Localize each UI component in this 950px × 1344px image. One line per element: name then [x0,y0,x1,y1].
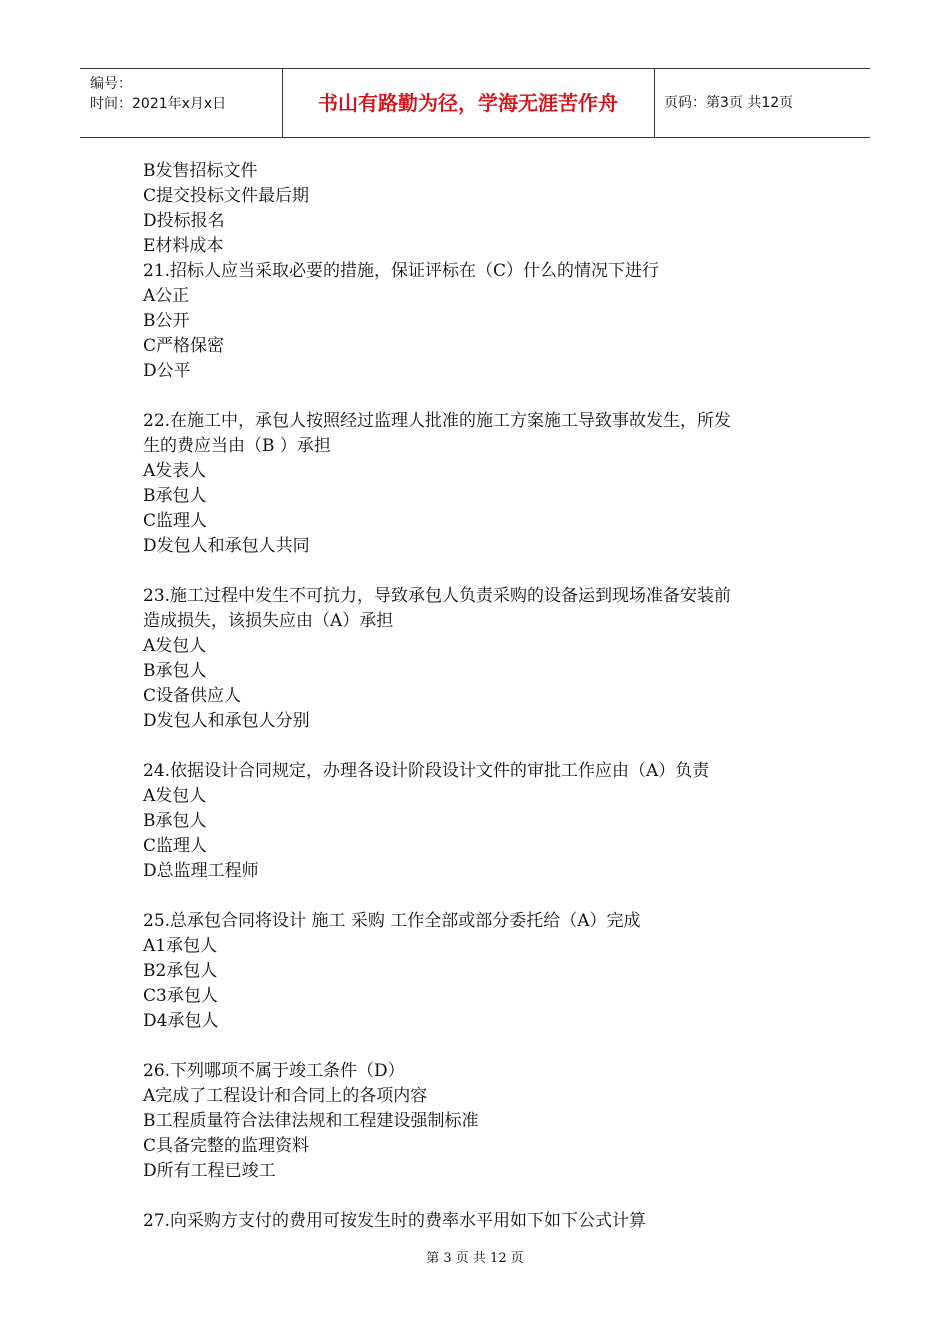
text-line: 生的费应当由（B ）承担 [143,436,331,456]
text-line: B工程质量符合法律法规和工程建设强制标准 [143,1111,479,1131]
page-footer: 第 3 页 共 12 页 [426,1251,524,1266]
text-line: A发包人 [143,786,207,806]
text-line: C监理人 [143,511,208,531]
text-line: A发表人 [143,461,207,481]
text-line: D所有工程已竣工 [143,1161,276,1181]
question-block [143,409,823,559]
text-line: 27.向采购方支付的费用可按发生时的费率水平用如下如下公式计算 [143,1211,647,1231]
question-block [143,584,823,734]
header-motto: 书山有路勤为径，学海无涯苦作舟 [282,69,655,137]
text-line: D总监理工程师 [143,861,259,881]
text-line: C设备供应人 [143,686,242,706]
text-line: B承包人 [143,661,207,681]
text-line: 26.下列哪项不属于竣工条件（D） [143,1061,405,1081]
text-line: C具备完整的监理资料 [143,1136,310,1156]
text-line: D发包人和承包人共同 [143,536,310,556]
question-block [143,1059,823,1184]
text-line: C监理人 [143,836,208,856]
question-block [143,1209,823,1234]
text-line: A1承包人 [143,936,218,956]
text-line: 22.在施工中，承包人按照经过监理人批准的施工方案施工导致事故发生，所发 [143,411,732,431]
text-line: C严格保密 [143,336,225,356]
header-page-number: 页码：第3页 共12页 [664,95,794,111]
question-block [143,159,823,384]
text-line: B承包人 [143,486,207,506]
text-line: B发售招标文件 [143,161,258,181]
doc-date-label: 时间：2021年x月x日 [90,96,227,112]
text-line: D发包人和承包人分别 [143,711,310,731]
text-line: A公正 [143,286,190,306]
text-line: D投标报名 [143,211,225,231]
text-line: A完成了工程设计和合同上的各项内容 [143,1086,428,1106]
text-line: A发包人 [143,636,207,656]
text-line: 24.依据设计合同规定，办理各设计阶段设计文件的审批工作应由（A）负责 [143,761,710,781]
text-line: B2承包人 [143,961,218,981]
text-line: 23.施工过程中发生不可抗力，导致承包人负责采购的设备运到现场准备安装前 [143,586,732,606]
question-block [143,759,823,884]
text-line: D4承包人 [143,1011,219,1031]
document-body [143,159,823,1234]
header-left-cell [80,69,283,137]
text-line: B公开 [143,311,190,331]
text-line: D公平 [143,361,191,381]
doc-code-label: 编号： [90,76,132,92]
text-line: 21.招标人应当采取必要的措施，保证评标在（C）什么的情况下进行 [143,261,660,281]
text-line: E材料成本 [143,236,224,256]
text-line: B承包人 [143,811,207,831]
text-line: C提交投标文件最后期 [143,186,310,206]
text-line: 25.总承包合同将设计 施工 采购 工作全部或部分委托给（A）完成 [143,911,641,931]
text-line: 造成损失，该损失应由（A）承担 [143,611,394,631]
question-block [143,909,823,1034]
page-header [80,68,870,138]
text-line: C3承包人 [143,986,218,1006]
